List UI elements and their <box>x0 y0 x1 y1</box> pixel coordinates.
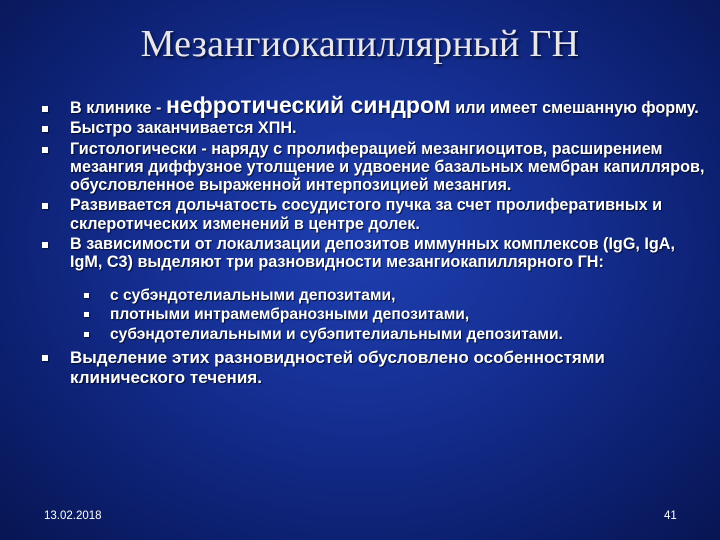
item-1-pre: В клинике - <box>70 99 166 117</box>
square-bullet-icon <box>42 242 48 248</box>
square-bullet-icon <box>42 355 48 361</box>
list-item <box>38 348 708 388</box>
item-2-text: Быстро заканчивается ХПН. <box>70 119 297 138</box>
sub-item-2-text: плотными интрамембранозными депозитами, <box>110 306 470 324</box>
bullet-list <box>38 92 708 390</box>
square-bullet-icon <box>42 106 48 112</box>
item-3-text: Гистологически - наряду с пролиферацией мезангиоцитов, расширением мезангия диффузное утолщение и удвоение базальных мембран капилляров, обусловленное выраженной интерпозицией мезангия. <box>70 139 705 195</box>
list-item <box>38 196 708 233</box>
list-item <box>38 140 708 195</box>
item-4-text: Развивается дольчатость сосудистого пучка за счет пролиферативных и склеротических изменений в центре долек. <box>70 196 663 233</box>
square-bullet-icon <box>42 147 48 153</box>
list-item <box>38 235 708 272</box>
item-5-text: В зависимости от локализации депозитов иммунных комплексов (IgG, IgA, IgM, C3) выделяют три разновидности мезангиокапиллярного ГН: <box>70 235 675 272</box>
sub-list-item <box>38 325 708 345</box>
item-1-post: или имеет смешанную форму. <box>450 99 699 117</box>
slide-title: Мезангиокапиллярный ГН <box>140 23 580 65</box>
sub-list-item <box>38 286 708 306</box>
square-bullet-icon <box>84 312 89 317</box>
slide-date: 13.02.2018 <box>44 510 102 522</box>
square-bullet-icon <box>42 203 48 209</box>
slide-number: 41 <box>664 510 677 522</box>
list-item <box>38 92 708 118</box>
sub-item-3-text: субэндотелиальными и субэпителиальными депозитами. <box>110 325 563 343</box>
item-1-emphasis: нефротический синдром <box>165 92 451 118</box>
square-bullet-icon <box>42 126 48 132</box>
last-item-text: Выделение этих разновидностей обусловлено особенностями клинического течения. <box>70 348 605 388</box>
square-bullet-icon <box>84 293 89 298</box>
list-item <box>38 119 708 137</box>
square-bullet-icon <box>84 332 89 337</box>
sub-list-item <box>38 305 708 325</box>
sub-item-1-text: с субэндотелиальными депозитами, <box>110 286 396 304</box>
